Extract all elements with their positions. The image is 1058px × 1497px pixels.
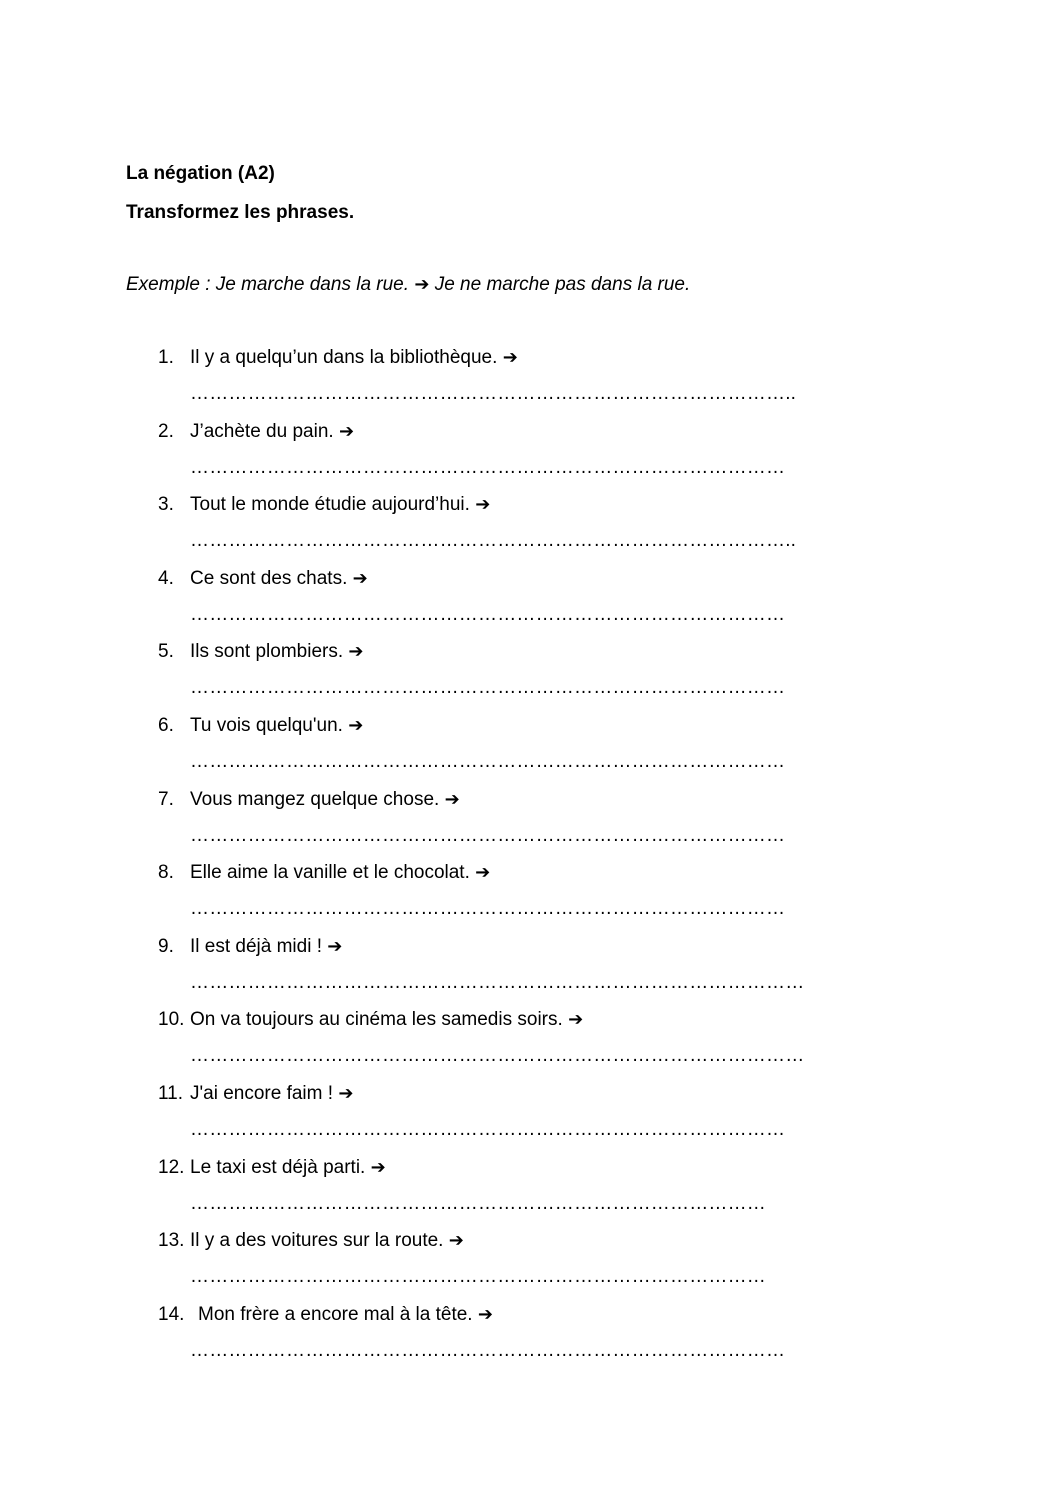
answer-line[interactable]: ………………………………………………………………………………… — [190, 1339, 786, 1361]
exercise-sentence — [190, 1009, 583, 1031]
exercise-item — [0, 641, 1058, 715]
exercise-sentence — [190, 347, 518, 369]
answer-line[interactable]: ……………………………………………………………………………… — [190, 1192, 766, 1214]
exercise-item — [0, 936, 1058, 1010]
exercise-number: 9. — [158, 935, 174, 957]
exercise-item — [0, 1157, 1058, 1231]
exercise-number: 7. — [158, 788, 174, 810]
exercise-sentence-text: Il y a quelqu’un dans la bibliothèque. — [190, 347, 498, 368]
answer-line[interactable]: ………………………………………………………………………………… — [190, 1118, 786, 1140]
exercise-item — [0, 862, 1058, 936]
exercise-item — [0, 1009, 1058, 1083]
answer-line[interactable]: ………………………………………………………………………………… — [190, 898, 786, 920]
exercise-number: 13. — [158, 1230, 185, 1252]
exercise-list — [0, 347, 1058, 1377]
exercise-item — [0, 421, 1058, 495]
arrow-right-icon: ➔ — [444, 788, 460, 810]
exercise-sentence-text: Ils sont plombiers. — [190, 641, 344, 663]
exercise-sentence-text: J'ai encore faim ! — [190, 1082, 334, 1104]
exercise-item — [0, 1083, 1058, 1157]
answer-line[interactable]: …………………………………………………………………………………… — [190, 1045, 805, 1067]
arrow-right-icon: ➔ — [338, 420, 355, 442]
answer-line[interactable]: ………………………………………………………………………………… — [190, 824, 786, 846]
exercise-item — [0, 347, 1058, 421]
exercise-number: 4. — [158, 567, 174, 589]
exercise-item — [0, 494, 1058, 568]
exercise-item — [0, 568, 1058, 642]
exercise-sentence-text: J’achète du pain. — [190, 420, 334, 442]
exercise-number: 6. — [158, 714, 174, 736]
answer-line[interactable]: ………………………………………………………………………………… — [190, 456, 786, 478]
exercise-sentence-text: Mon frère a encore mal à la tête. — [198, 1303, 473, 1325]
exercise-sentence — [190, 862, 490, 884]
arrow-right-icon: ➔ — [327, 935, 343, 957]
arrow-right-icon: ➔ — [477, 1303, 493, 1325]
answer-line[interactable]: ………………………………………………………………………………… — [190, 603, 786, 625]
arrow-right-icon: ➔ — [338, 1082, 354, 1104]
exercise-item — [0, 1230, 1058, 1304]
exercise-sentence — [190, 789, 460, 811]
exercise-item — [0, 1304, 1058, 1378]
exercise-sentence — [190, 1083, 353, 1105]
arrow-right-icon: ➔ — [348, 714, 364, 736]
arrow-right-icon: ➔ — [370, 1156, 386, 1178]
answer-line[interactable]: ………………………………………………………………………………….. — [190, 383, 797, 404]
exercise-number: 8. — [158, 862, 174, 884]
exercise-sentence-text: Elle aime la vanille et le chocolat. — [190, 862, 470, 884]
exercise-sentence-text: Tu vois quelqu'un. — [190, 714, 343, 736]
exercise-item — [0, 715, 1058, 789]
exercise-number: 5. — [158, 641, 174, 663]
exercise-sentence — [190, 494, 490, 516]
arrow-right-icon: ➔ — [568, 1009, 584, 1031]
arrow-right-icon: ➔ — [352, 567, 368, 589]
worksheet-title: La négation (A2) — [126, 163, 275, 184]
exercise-sentence-text: Tout le monde étudie aujourd’hui. — [190, 494, 470, 516]
answer-line[interactable]: …………………………………………………………………………………… — [190, 971, 805, 993]
exercise-number: 12. — [158, 1156, 185, 1178]
arrow-right-icon: ➔ — [475, 494, 491, 516]
exercise-number: 2. — [158, 420, 174, 442]
answer-line[interactable]: ………………………………………………………………………………….. — [190, 530, 797, 552]
exercise-sentence — [190, 1157, 386, 1179]
answer-line[interactable]: ………………………………………………………………………………… — [190, 677, 786, 699]
arrow-right-icon: ➔ — [414, 274, 430, 295]
arrow-right-icon: ➔ — [348, 641, 364, 663]
example-sentence — [126, 274, 690, 296]
arrow-right-icon: ➔ — [475, 862, 491, 884]
worksheet-instruction: Transformez les phrases. — [126, 202, 355, 223]
exercise-sentence — [190, 568, 368, 590]
exercise-sentence-text: Il y a des voitures sur la route. — [190, 1230, 444, 1252]
example-prefix: Exemple : Je marche dans la rue. — [126, 274, 410, 295]
exercise-sentence — [190, 715, 363, 737]
example-answer: Je ne marche pas dans la rue. — [434, 274, 691, 295]
exercise-sentence-text: Vous mangez quelque chose. — [190, 788, 440, 810]
exercise-sentence-text: Il est déjà midi ! — [190, 935, 322, 957]
answer-line[interactable]: ……………………………………………………………………………… — [190, 1266, 766, 1288]
exercise-number: 11. — [158, 1082, 184, 1104]
arrow-right-icon: ➔ — [502, 347, 518, 368]
exercise-number: 10. — [158, 1009, 185, 1031]
answer-line[interactable]: ………………………………………………………………………………… — [190, 750, 786, 772]
exercise-sentence-text: Ce sont des chats. — [190, 567, 348, 589]
exercise-number: 1. — [158, 347, 174, 368]
exercise-sentence-text: On va toujours au cinéma les samedis soirs. — [190, 1009, 563, 1031]
exercise-sentence — [190, 936, 342, 958]
arrow-right-icon: ➔ — [448, 1230, 464, 1252]
exercise-number: 14. — [158, 1303, 185, 1325]
exercise-sentence — [190, 641, 364, 663]
exercise-sentence — [198, 1304, 493, 1326]
exercise-sentence — [190, 421, 354, 443]
exercise-number: 3. — [158, 494, 174, 516]
exercise-sentence-text: Le taxi est déjà parti. — [190, 1156, 366, 1178]
exercise-item — [0, 789, 1058, 863]
exercise-sentence — [190, 1230, 464, 1252]
